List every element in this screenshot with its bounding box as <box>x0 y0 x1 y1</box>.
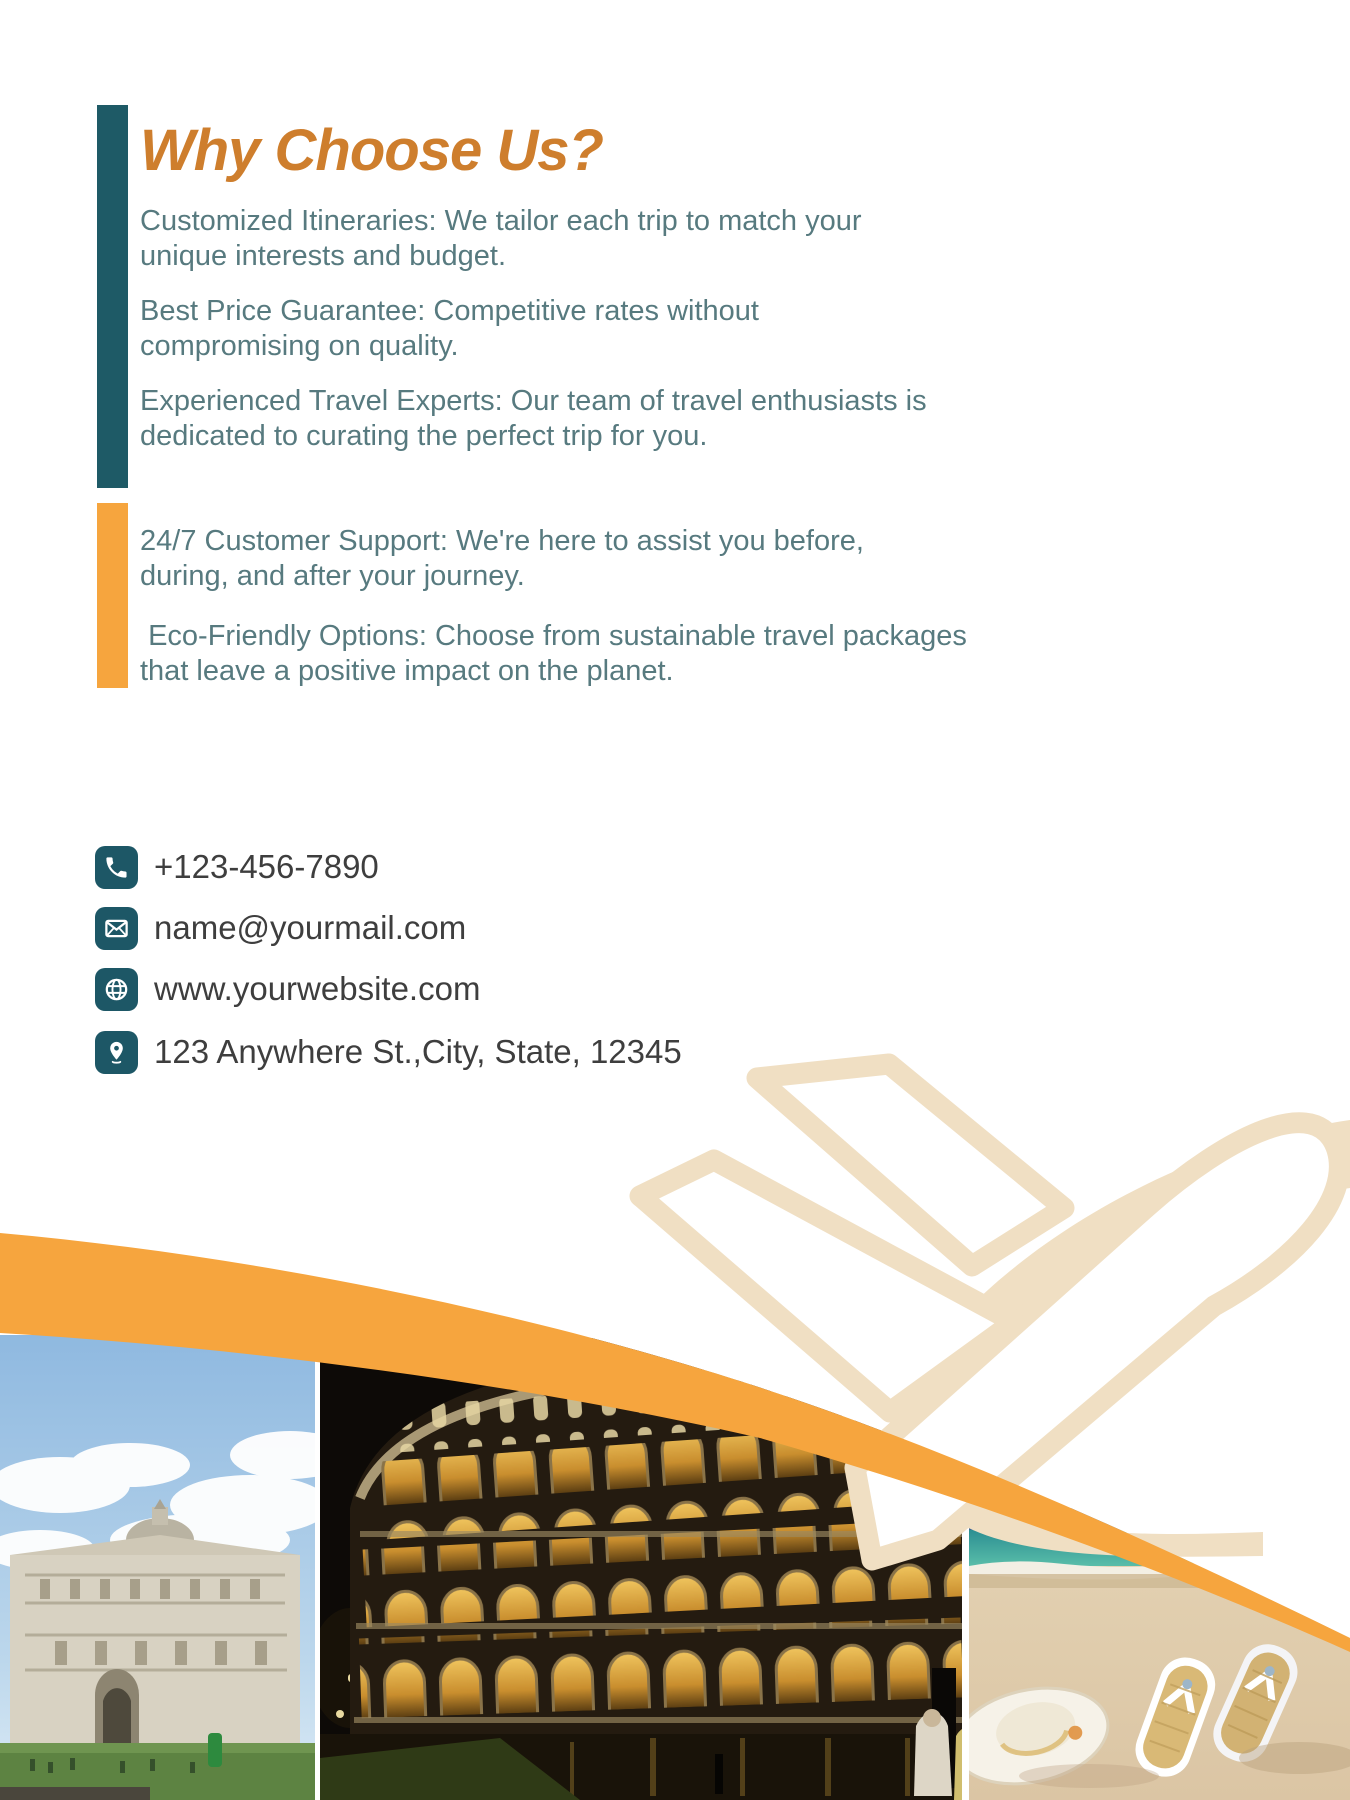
email-address: name@yourmail.com <box>154 909 467 946</box>
benefit-travel-experts: Experienced Travel Experts: Our team of travel enthusiasts is dedicated to curating the perfect trip for you. <box>140 385 927 452</box>
street-address: 123 Anywhere St.,City, State, 12345 <box>154 1033 682 1070</box>
website-url: www.yourwebsite.com <box>154 970 481 1007</box>
contact-address-row <box>95 1030 682 1074</box>
page-title: Why Choose Us? <box>140 118 603 183</box>
email-icon <box>95 907 138 950</box>
teal-accent-bar <box>97 105 128 488</box>
globe-icon <box>95 968 138 1011</box>
benefit-customized-itineraries: Customized Itineraries: We tailor each trip to match your unique interests and budget. <box>140 205 862 272</box>
benefit-eco-friendly: Eco-Friendly Options: Choose from sustainable travel packages that leave a positive impact on the planet. <box>140 620 967 687</box>
plane-contrail-swoosh <box>906 1120 1350 1557</box>
colosseum-night-photo <box>320 1338 962 1800</box>
pisa-cathedral-photo <box>0 1335 315 1800</box>
phone-number: +123-456-7890 <box>154 848 379 885</box>
contact-phone-row <box>95 845 379 889</box>
beach-photo <box>969 1508 1350 1800</box>
phone-icon <box>95 846 138 889</box>
contact-email-row <box>95 906 466 950</box>
orange-accent-bar <box>97 503 128 688</box>
location-pin-icon <box>95 1031 138 1074</box>
benefit-customer-support: 24/7 Customer Support: We're here to assist you before, during, and after your journey. <box>140 525 864 592</box>
benefit-best-price: Best Price Guarantee: Competitive rates without compromising on quality. <box>140 295 759 362</box>
contact-website-row <box>95 967 480 1011</box>
